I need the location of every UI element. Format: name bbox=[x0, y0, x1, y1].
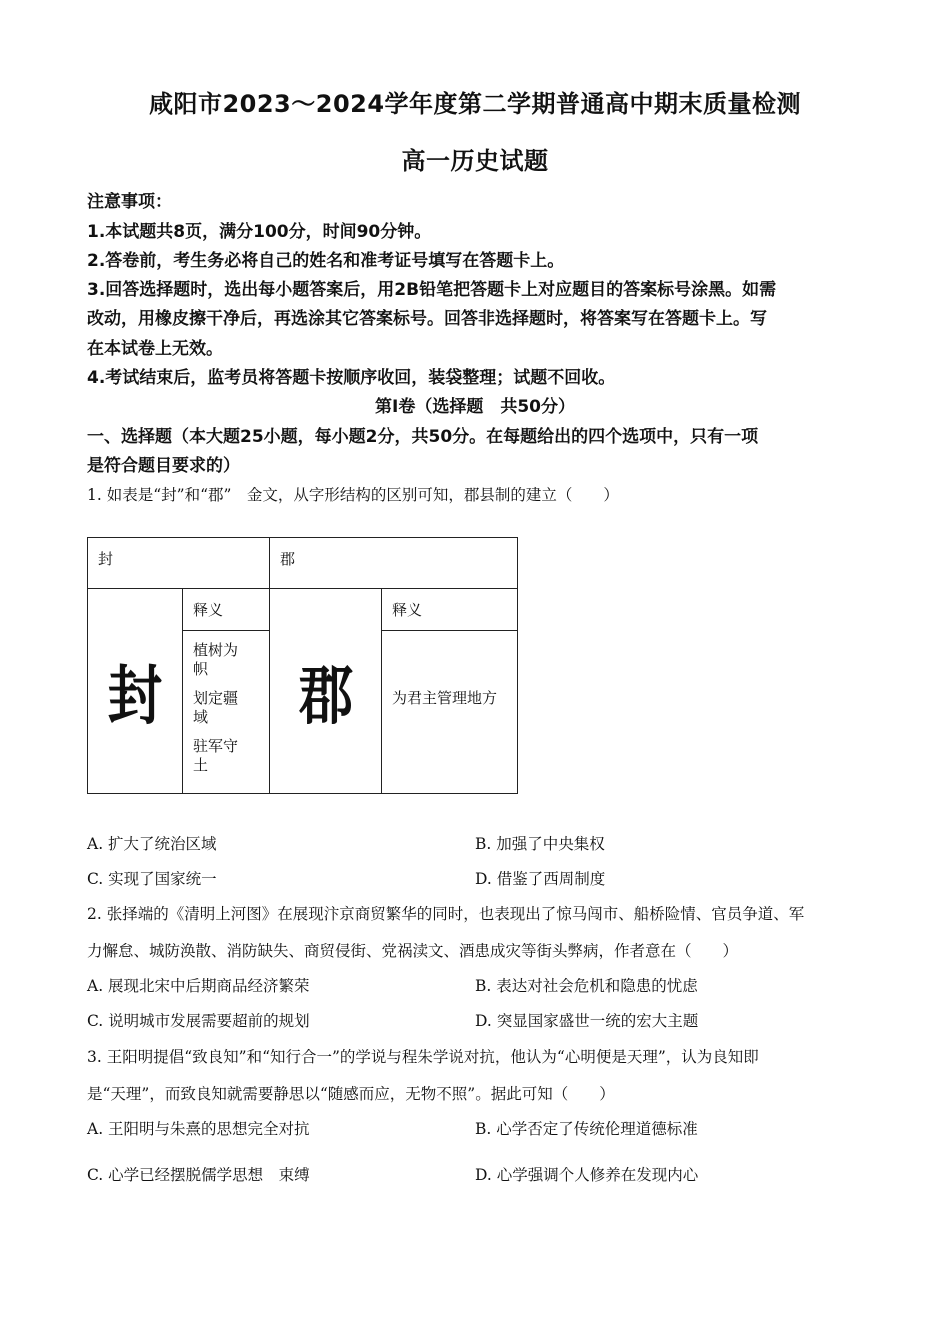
q2-option-c: C. 说明城市发展需要超前的规划 bbox=[87, 1012, 310, 1030]
q3-option-d: D. 心学强调个人修养在发现内心 bbox=[475, 1166, 699, 1184]
notes-line-1: 1.本试题共8页，满分100分，时间90分钟。 bbox=[87, 222, 432, 242]
feng-meaning-2: 划定疆域 bbox=[193, 689, 239, 726]
feng-meaning-1: 植树为帜 bbox=[193, 641, 239, 678]
notes-line-3a: 3.回答选择题时，选出每小题答案后，用2B铅笔把答题卡上对应题目的答案标号涂黑。如需 bbox=[87, 280, 777, 300]
q2-option-a: A. 展现北宋中后期商品经济繁荣 bbox=[87, 977, 310, 995]
table-header-feng: 封 bbox=[88, 538, 270, 589]
jun-gloss-label: 释义 bbox=[382, 589, 518, 631]
q2-stem-b: 力懈怠、城防涣散、消防缺失、商贸侵街、党祸渎文、酒患成灾等街头弊病，作者意在（ ） bbox=[87, 942, 739, 960]
q1-stem: 1. 如表是“封”和“郡” 金文，从字形结构的区别可知，郡县制的建立（ ） bbox=[87, 486, 619, 504]
jun-bronze-glyph: 郡 bbox=[298, 659, 353, 734]
q3-option-a: A. 王阳明与朱熹的思想完全对抗 bbox=[87, 1120, 310, 1138]
q1-option-c: C. 实现了国家统一 bbox=[87, 870, 217, 888]
q3-option-b: B. 心学否定了传统伦理道德标准 bbox=[475, 1120, 698, 1138]
q2-option-b: B. 表达对社会危机和隐患的忧虑 bbox=[475, 977, 698, 995]
feng-meanings-cell bbox=[183, 631, 270, 794]
q1-option-b: B. 加强了中央集权 bbox=[475, 835, 605, 853]
feng-meaning-3: 驻军守土 bbox=[193, 737, 239, 774]
q1-option-a: A. 扩大了统治区域 bbox=[87, 835, 217, 853]
q3-option-c: C. 心学已经摆脱儒学思想 束缚 bbox=[87, 1166, 310, 1184]
feng-glyph-cell bbox=[88, 589, 183, 794]
exam-subtitle: 高一历史试题 bbox=[401, 147, 549, 175]
exam-title: 咸阳市2023～2024学年度第二学期普通高中期末质量检测 bbox=[148, 90, 802, 118]
jun-meaning: 为君主管理地方 bbox=[392, 689, 498, 707]
q1-option-d: D. 借鉴了西周制度 bbox=[475, 870, 606, 888]
part-heading-b: 是符合题目要求的） bbox=[87, 456, 240, 476]
q2-option-d: D. 突显国家盛世一统的宏大主题 bbox=[475, 1012, 699, 1030]
feng-gloss-label: 释义 bbox=[183, 589, 270, 631]
feng-bronze-glyph: 封 bbox=[107, 659, 163, 734]
notes-line-2: 2.答卷前，考生务必将自己的姓名和准考证号填写在答题卡上。 bbox=[87, 251, 565, 271]
q3-stem-a: 3. 王阳明提倡“致良知”和“知行合一”的学说与程朱学说对抗，他认为“心明便是天理”，认为良知即 bbox=[87, 1048, 759, 1066]
table-header-jun: 郡 bbox=[270, 538, 518, 589]
q1-glyph-table bbox=[87, 537, 518, 794]
notes-line-3b: 改动，用橡皮擦干净后，再选涂其它答案标号。回答非选择题时，将答案写在答题卡上。写 bbox=[87, 309, 767, 329]
q3-stem-b: 是“天理”，而致良知就需要静思以“随感而应，无物不照”。据此可知（ ） bbox=[87, 1085, 615, 1103]
jun-glyph-cell bbox=[270, 589, 382, 794]
part-heading-a: 一、选择题（本大题25小题，每小题2分，共50分。在每题给出的四个选项中，只有一项 bbox=[87, 427, 759, 447]
notes-heading: 注意事项： bbox=[87, 192, 172, 212]
volume-heading: 第Ⅰ卷（选择题 共50分） bbox=[375, 397, 575, 417]
jun-meaning-cell bbox=[382, 631, 518, 794]
notes-line-3c: 在本试卷上无效。 bbox=[87, 339, 223, 359]
q2-stem-a: 2. 张择端的《清明上河图》在展现汴京商贸繁华的同时，也表现出了惊马闯市、船桥险情、官员争道、军 bbox=[87, 905, 805, 923]
notes-line-4: 4.考试结束后，监考员将答题卡按顺序收回，装袋整理；试题不回收。 bbox=[87, 368, 616, 388]
